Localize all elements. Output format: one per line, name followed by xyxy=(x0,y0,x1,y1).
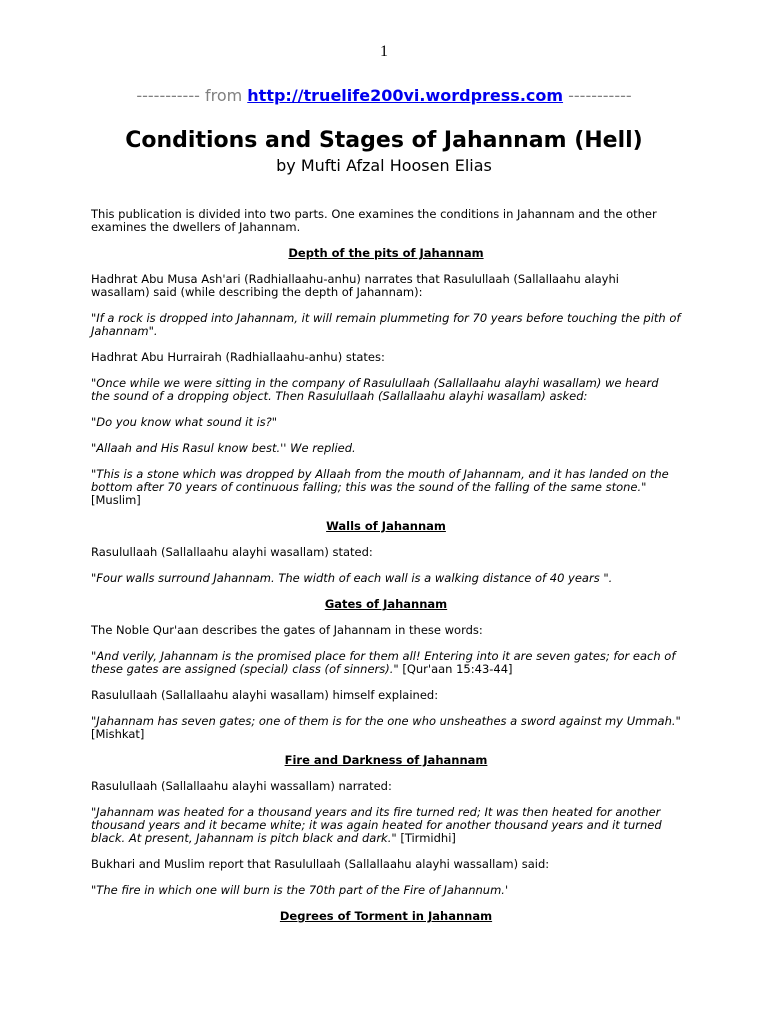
quote-text: "Jahannam has seven gates; one of them is for the one who unsheathes a sword against my Ummah." xyxy=(91,714,681,728)
heading-gates: Gates of Jahannam xyxy=(324,597,448,611)
heading-depth: Depth of the pits of Jahannam xyxy=(288,246,484,260)
quote-text: "This is a stone which was dropped by Allaah from the mouth of Jahannam, and it has landed on the bottom after 70 years of continuous falling; this was the sound of the falling of the same stone." xyxy=(91,467,669,494)
heading-fire: Fire and Darkness of Jahannam xyxy=(284,753,488,767)
citation: [Muslim] xyxy=(91,493,141,507)
source-link[interactable]: http://truelife200vi.wordpress.com xyxy=(247,86,564,105)
quote xyxy=(91,650,681,676)
quote: "If a rock is dropped into Jahannam, it will remain plummeting for 70 years before touching the pith of Jahannam". xyxy=(91,311,681,338)
paragraph: Rasulullaah (Sallallaahu alayhi wasallam) himself explained: xyxy=(91,688,439,702)
quote xyxy=(91,715,681,741)
source-line xyxy=(0,86,768,105)
quote-text: "And verily, Jahannam is the promised place for them all! Entering into it are seven gates; for each of these gates are assigned (special) class (of sinners)." xyxy=(91,649,676,676)
quote-text: "Jahannam was heated for a thousand years and its fire turned red; It was then heated for another thousand years and it became white; it was again heated for another thousand years and it turned black. At present, Jahannam is pitch black and dark." xyxy=(91,805,662,845)
citation: [Qur'aan 15:43-44] xyxy=(398,662,513,676)
paragraph: Rasulullaah (Sallallaahu alayhi wassallam) narrated: xyxy=(91,779,392,793)
document-body xyxy=(91,208,681,936)
paragraph: The Noble Qur'aan describes the gates of Jahannam in these words: xyxy=(91,623,483,637)
quote: "Do you know what sound it is?" xyxy=(91,415,278,429)
quote: "The fire in which one will burn is the 70th part of the Fire of Jahannum.' xyxy=(91,883,509,897)
intro-paragraph: This publication is divided into two parts. One examines the conditions in Jahannam and the other examines the dwellers of Jahannam. xyxy=(91,207,657,234)
paragraph: Rasulullaah (Sallallaahu alayhi wasallam) stated: xyxy=(91,545,373,559)
document-byline: by Mufti Afzal Hoosen Elias xyxy=(276,156,492,175)
heading-degrees: Degrees of Torment in Jahannam xyxy=(279,909,493,923)
quote: "Once while we were sitting in the company of Rasulullaah (Sallallaahu alayhi wasallam) we heard the sound of a dropping object. Then Rasulullaah (Sallallaahu alayhi wasallam) asked: xyxy=(91,376,659,403)
quote xyxy=(91,468,681,507)
heading-walls: Walls of Jahannam xyxy=(326,519,446,533)
source-prefix: ----------- from xyxy=(136,86,248,105)
paragraph: Bukhari and Muslim report that Rasulullaah (Sallallaahu alayhi wassallam) said: xyxy=(91,857,550,871)
quote: "Four walls surround Jahannam. The width of each wall is a walking distance of 40 years ". xyxy=(91,571,613,585)
quote xyxy=(91,806,681,845)
paragraph: Hadhrat Abu Musa Ash'ari (Radhiallaahu-anhu) narrates that Rasulullaah (Sallallaahu alayhi wasallam) said (while describing the depth of Jahannam): xyxy=(91,272,619,299)
quote: "Allaah and His Rasul know best.'' We replied. xyxy=(91,441,356,455)
page-number: 1 xyxy=(380,43,388,60)
paragraph: Hadhrat Abu Hurrairah (Radhiallaahu-anhu) states: xyxy=(91,350,385,364)
source-suffix: ----------- xyxy=(563,86,632,105)
citation: [Mishkat] xyxy=(91,727,145,741)
citation: [Tirmidhi] xyxy=(396,831,456,845)
document-title: Conditions and Stages of Jahannam (Hell) xyxy=(125,128,643,153)
